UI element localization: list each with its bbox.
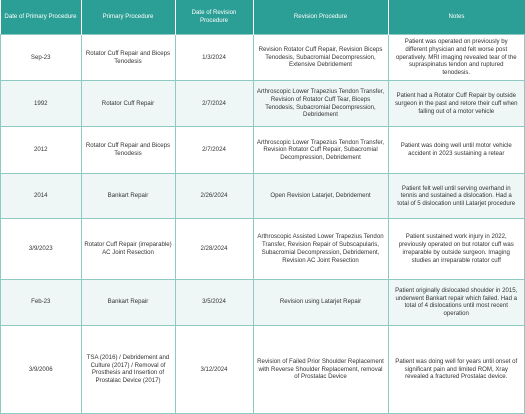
table-row — [1, 81, 525, 127]
revision-procedure-cell: Arthroscopic Assisted Lower Trapezius Tendon Transfer, Revision Repair of Subscapularis, Subacromial Decompression, Debridement, Revision AC Joint Resection — [253, 219, 388, 279]
notes-cell: Patient was doing well until motor vehicle accident in 2023 sustaining a retear — [388, 127, 525, 174]
header-notes: Notes — [388, 0, 525, 35]
primary-procedure-cell: Bankart Repair — [81, 174, 175, 219]
primary-date-cell: Sep-23 — [1, 35, 82, 81]
primary-date-cell: Feb-23 — [1, 279, 82, 325]
notes-cell: Patient felt well until serving overhand in tennis and sustained a dislocation. Had a total of 5 dislocation until Latarjet procedure — [388, 174, 525, 219]
table-row — [1, 127, 525, 174]
primary-date-cell: 1992 — [1, 81, 82, 127]
primary-procedure-cell: Bankart Repair — [81, 279, 175, 325]
header-revision-date: Date of Revision Procedure — [175, 0, 253, 35]
table-row — [1, 174, 525, 219]
revision-procedure-cell: Revision of Failed Prior Shoulder Replacement with Reverse Shoulder Replacement, removal of Prostalac Device — [253, 325, 388, 413]
primary-procedure-cell: Rotator Cuff Repair and Biceps Tenodesis — [81, 35, 175, 81]
notes-cell: Patient originally dislocated shoulder in 2015, underwent Bankart repair which failed. Had a total of 4 dislocations until most recent operation — [388, 279, 525, 325]
primary-date-cell: 2014 — [1, 174, 82, 219]
header-revision-procedure: Revision Procedure — [253, 0, 388, 35]
revision-procedure-cell: Revision using Latarjet Repair — [253, 279, 388, 325]
table-row — [1, 279, 525, 325]
header-row — [1, 0, 525, 35]
revision-date-cell: 2/26/2024 — [175, 174, 253, 219]
header-primary-procedure: Primary Procedure — [81, 0, 175, 35]
notes-cell: Patient had a Rotator Cuff Repair by outside surgeon in the past and retore their cuff when falling out of a motor vehicle — [388, 81, 525, 127]
primary-date-cell: 2012 — [1, 127, 82, 174]
primary-procedure-cell: Rotator Cuff Repair — [81, 81, 175, 127]
revision-date-cell: 1/3/2024 — [175, 35, 253, 81]
header-primary-date: Date of Primary Procedure — [1, 0, 82, 35]
revision-date-cell: 2/7/2024 — [175, 81, 253, 127]
table-row — [1, 35, 525, 81]
revision-date-cell: 2/7/2024 — [175, 127, 253, 174]
notes-cell: Patient was doing well for years until onset of significant pain and limited ROM, Xray revealed a fractured Prostalac device. — [388, 325, 525, 413]
primary-procedure-cell: Rotator Cuff Repair (irreparable) AC Joint Resection — [81, 219, 175, 279]
notes-cell: Patient was operated on previously by different physician and felt worse post operatively. MRI imaging revealed tear of the supraspinatus tendon and ruptured tenodesis. — [388, 35, 525, 81]
revision-procedure-cell: Arthroscopic Lower Trapezius Tendon Transfer, Revision Rotator Cuff Repair, Subacromial Decompression, Debridement — [253, 127, 388, 174]
notes-cell: Patient sustained work injury in 2022, previously operated on but rotator cuff was irreparable by outside surgeon. Imaging studies an irreparable rotator cuff — [388, 219, 525, 279]
revision-procedure-cell: Open Revision Latarjet, Debridement — [253, 174, 388, 219]
revision-date-cell: 3/5/2024 — [175, 279, 253, 325]
primary-date-cell: 3/9/2023 — [1, 219, 82, 279]
primary-procedure-cell: TSA (2016) / Debridement and Culture (2017) / Removal of Prosthesis and Insertion of Prostalac Device (2017) — [81, 325, 175, 413]
table-row — [1, 325, 525, 413]
revision-date-cell: 3/12/2024 — [175, 325, 253, 413]
primary-procedure-cell: Rotator Cuff Repair and Biceps Tenodesis — [81, 127, 175, 174]
table-row — [1, 219, 525, 279]
primary-date-cell: 3/9/2006 — [1, 325, 82, 413]
revision-procedure-cell: Arthroscopic Lower Trapezius Tendon Transfer, Revision of Rotator Cuff Tear, Biceps Tenodesis, Subacromial Decompression, Debridement — [253, 81, 388, 127]
revision-date-cell: 2/28/2024 — [175, 219, 253, 279]
revision-procedure-cell: Revision Rotator Cuff Repair, Revision Biceps Tenodesis, Subacromial Decompression, Extensive Debridement — [253, 35, 388, 81]
